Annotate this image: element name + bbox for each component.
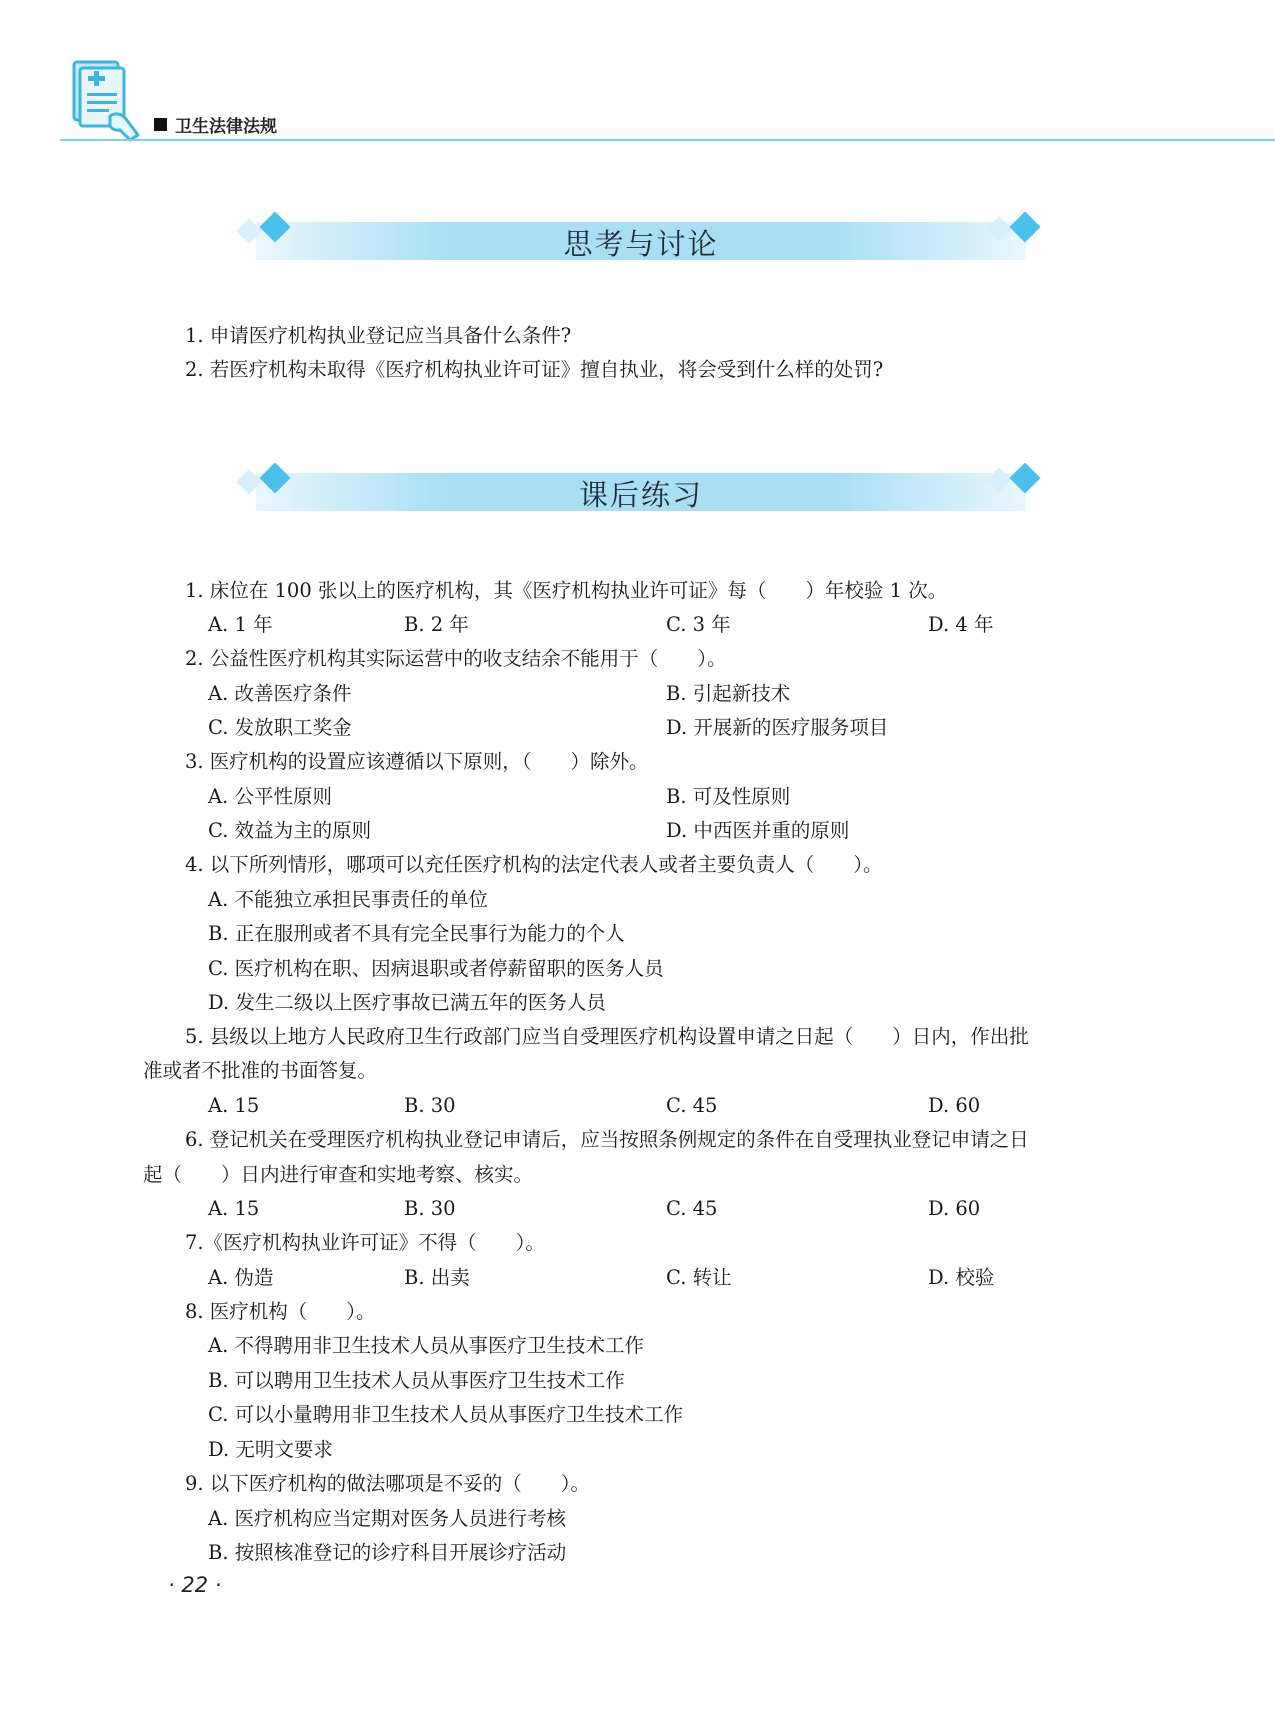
question-stem-continuation: 起（ ）日内进行审查和实地考察、核实。 [143, 1163, 534, 1186]
option-a: A. 改善医疗条件 [208, 682, 352, 705]
option-a: A. 15 [208, 1094, 260, 1117]
option-a: A. 伪造 [208, 1266, 274, 1289]
option-b: B. 引起新技术 [666, 682, 791, 705]
option-c: C. 效益为主的原则 [208, 819, 372, 842]
discussion-question: 1. 申请医疗机构执业登记应当具备什么条件? [185, 324, 572, 347]
question-stem: 2. 公益性医疗机构其实际运营中的收支结余不能用于（ ）。 [185, 647, 727, 670]
option-c: C. 转让 [666, 1266, 732, 1289]
option-b: B. 可及性原则 [666, 785, 791, 808]
option-c: C. 45 [666, 1094, 718, 1117]
option-d: D. 发生二级以上医疗事故已满五年的医务人员 [208, 991, 606, 1014]
discussion-banner [236, 212, 1046, 270]
option-b: B. 30 [404, 1197, 456, 1220]
option-b: B. 2 年 [404, 613, 469, 636]
option-c: C. 3 年 [666, 613, 731, 636]
header-rule [60, 139, 1275, 141]
option-d: D. 中西医并重的原则 [666, 819, 850, 842]
option-a: A. 公平性原则 [208, 785, 332, 808]
page-number: · 22 · [168, 1573, 222, 1597]
question-stem: 1. 床位在 100 张以上的医疗机构，其《医疗机构执业许可证》每（ ）年校验 1 次。 [185, 579, 948, 602]
question-stem: 6. 登记机关在受理医疗机构执业登记申请后，应当按照条例规定的条件在自受理执业登记申请之日 [185, 1128, 1029, 1151]
question-stem: 9. 以下医疗机构的做法哪项是不妥的（ ）。 [185, 1472, 591, 1495]
option-b: B. 30 [404, 1094, 456, 1117]
option-d: D. 60 [928, 1197, 981, 1220]
option-d: D. 60 [928, 1094, 981, 1117]
option-a: A. 不得聘用非卫生技术人员从事医疗卫生技术工作 [208, 1334, 644, 1357]
question-stem: 8. 医疗机构（ ）。 [185, 1300, 376, 1323]
option-c: C. 可以小量聘用非卫生技术人员从事医疗卫生技术工作 [208, 1403, 684, 1426]
question-stem: 3. 医疗机构的设置应该遵循以下原则，（ ）除外。 [185, 750, 649, 773]
square-bullet-icon [154, 118, 167, 131]
option-a: A. 不能独立承担民事责任的单位 [208, 888, 488, 911]
option-c: C. 45 [666, 1197, 718, 1220]
option-b: B. 可以聘用卫生技术人员从事医疗卫生技术工作 [208, 1369, 625, 1392]
section-name: 卫生法律法规 [175, 116, 277, 137]
option-a: A. 医疗机构应当定期对医务人员进行考核 [208, 1507, 566, 1530]
option-d: D. 无明文要求 [208, 1438, 333, 1461]
question-stem: 7.《医疗机构执业许可证》不得（ ）。 [185, 1231, 545, 1254]
option-c: C. 发放职工奖金 [208, 716, 352, 739]
question-stem-continuation: 准或者不批准的书面答复。 [143, 1059, 378, 1082]
option-a: A. 15 [208, 1197, 260, 1220]
discussion-question: 2. 若医疗机构未取得《医疗机构执业许可证》擅自执业，将会受到什么样的处罚? [185, 358, 884, 381]
option-d: D. 校验 [928, 1266, 995, 1289]
question-stem: 4. 以下所列情形，哪项可以充任医疗机构的法定代表人或者主要负责人（ ）。 [185, 853, 883, 876]
option-a: A. 1 年 [208, 613, 273, 636]
running-head [154, 112, 277, 136]
option-b: B. 出卖 [404, 1266, 470, 1289]
section-title: 课后练习 [578, 478, 703, 512]
option-d: D. 开展新的医疗服务项目 [666, 716, 889, 739]
question-stem: 5. 县级以上地方人民政府卫生行政部门应当自受理医疗机构设置申请之日起（ ）日内，作出批 [185, 1025, 1029, 1048]
option-b: B. 按照核准登记的诊疗科目开展诊疗活动 [208, 1541, 567, 1564]
exercises-banner [236, 463, 1046, 521]
medical-document-icon [70, 60, 146, 142]
option-d: D. 4 年 [928, 613, 994, 636]
option-b: B. 正在服刑或者不具有完全民事行为能力的个人 [208, 922, 625, 945]
section-title: 思考与讨论 [563, 227, 719, 261]
option-c: C. 医疗机构在职、因病退职或者停薪留职的医务人员 [208, 957, 664, 980]
